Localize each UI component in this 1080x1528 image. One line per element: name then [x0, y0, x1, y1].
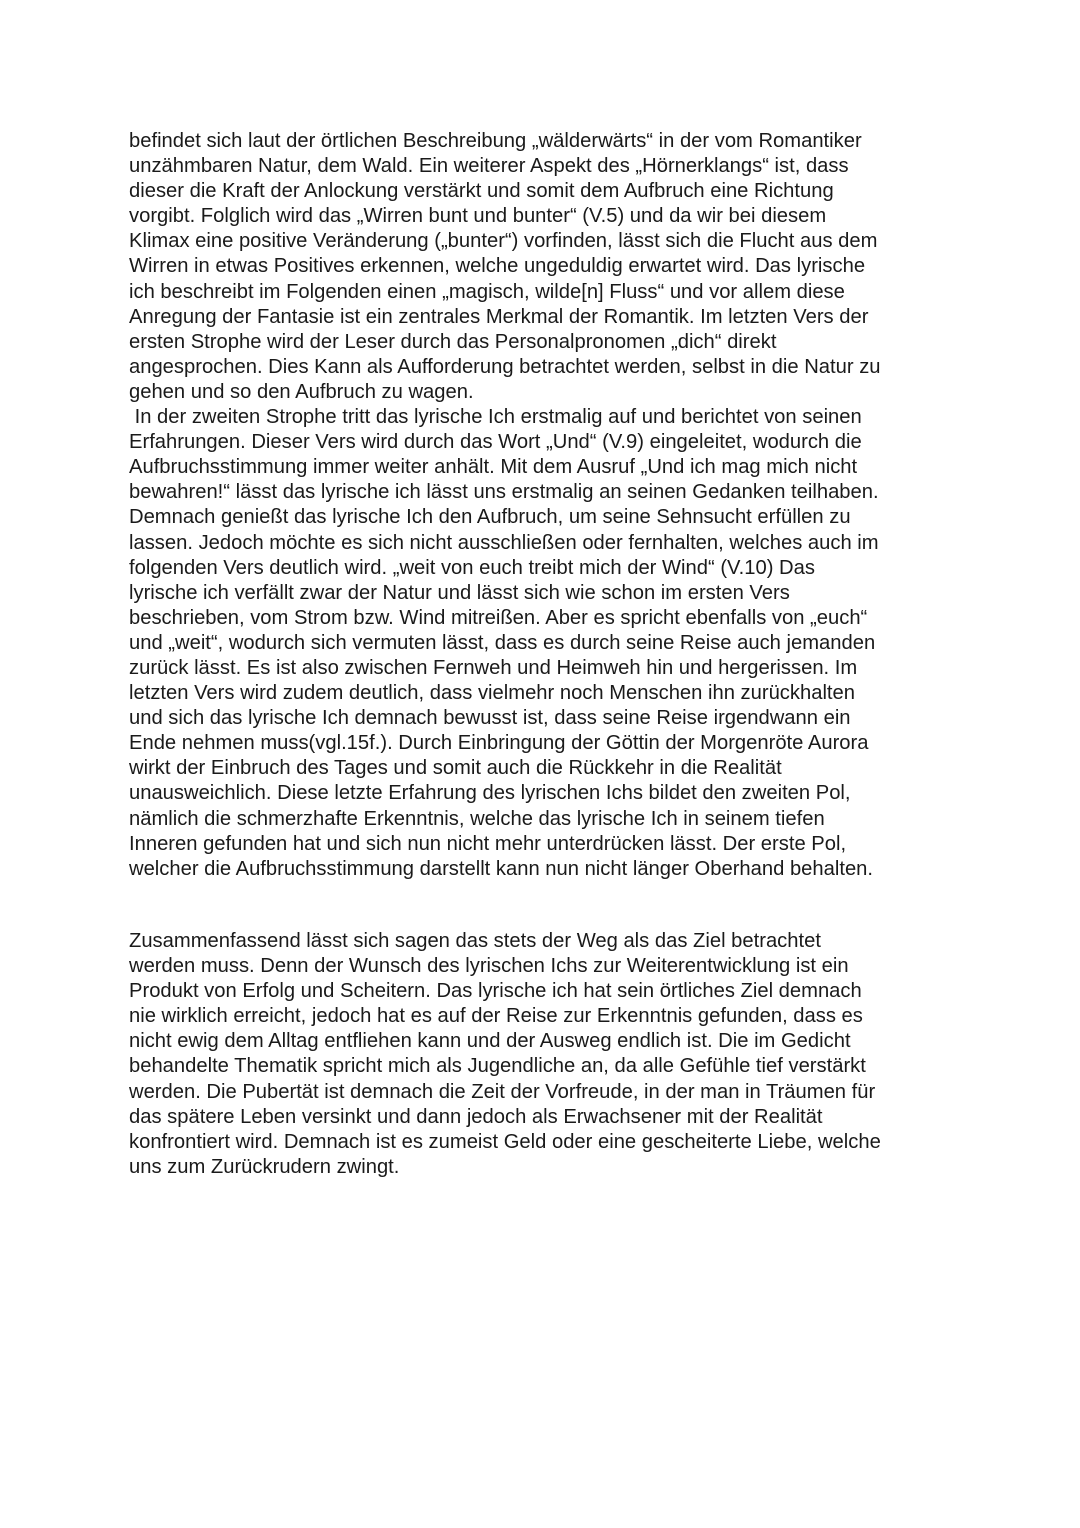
text-line: Klimax eine positive Veränderung („bunter“) vorfinden, lässt sich die Flucht aus dem: [129, 230, 878, 253]
analysis-paragraph: [129, 129, 949, 882]
text-line: Produkt von Erfolg und Scheitern. Das lyrische ich hat sein örtliches Ziel demnach: [129, 980, 862, 1003]
text-line: ersten Strophe wird der Leser durch das Personalpronomen „dich“ direkt: [129, 330, 777, 353]
text-line: nie wirklich erreicht, jedoch hat es auf der Reise zur Erkenntnis gefunden, dass es: [129, 1005, 863, 1028]
text-line: unausweichlich. Diese letzte Erfahrung des lyrischen Ichs bildet den zweiten Pol,: [129, 782, 851, 805]
text-line: behandelte Thematik spricht mich als Jugendliche an, da alle Gefühle tief verstärkt: [129, 1055, 866, 1078]
text-line: das spätere Leben versinkt und dann jedoch als Erwachsener mit der Realität: [129, 1105, 823, 1128]
text-line: und sich das lyrische Ich demnach bewusst ist, dass seine Reise irgendwann ein: [129, 707, 851, 730]
text-line: konfrontiert wird. Demnach ist es zumeist Geld oder eine gescheiterte Liebe, welche: [129, 1130, 881, 1153]
text-line: gehen und so den Aufbruch zu wagen.: [129, 380, 474, 403]
text-line: zurück lässt. Es ist also zwischen Fernweh und Heimweh hin und hergerissen. Im: [129, 656, 858, 679]
text-line: wirkt der Einbruch des Tages und somit auch die Rückkehr in die Realität: [129, 757, 782, 780]
text-line: beschrieben, vom Strom bzw. Wind mitreißen. Aber es spricht ebenfalls von „euch“: [129, 606, 868, 629]
text-line: werden. Die Pubertät ist demnach die Zeit der Vorfreude, in der man in Träumen für: [129, 1080, 876, 1103]
text-line: letzten Vers wird zudem deutlich, dass vielmehr noch Menschen ihn zurückhalten: [129, 682, 856, 705]
text-line: Erfahrungen. Dieser Vers wird durch das Wort „Und“ (V.9) eingeleitet, wodurch die: [129, 431, 862, 454]
text-line: Ende nehmen muss(vgl.15f.). Durch Einbringung der Göttin der Morgenröte Aurora: [129, 732, 869, 755]
text-line: Zusammenfassend lässt sich sagen das stets der Weg als das Ziel betrachtet: [129, 930, 821, 952]
text-line: In der zweiten Strophe tritt das lyrische Ich erstmalig auf und berichtet von seinen: [129, 406, 862, 429]
text-line: folgenden Vers deutlich wird. „weit von euch treibt mich der Wind“ (V.10) Das: [129, 556, 815, 579]
text-line: nämlich die schmerzhafte Erkenntnis, welche das lyrische Ich in seinem tiefen: [129, 807, 825, 830]
text-line: uns zum Zurückrudern zwingt.: [129, 1155, 400, 1178]
text-line: Wirren in etwas Positives erkennen, welche ungeduldig erwartet wird. Das lyrische: [129, 255, 866, 278]
text-line: unzähmbaren Natur, dem Wald. Ein weiterer Aspekt des „Hörnerklangs“ ist, dass: [129, 155, 849, 178]
text-line: bewahren!“ lässt das lyrische ich lässt uns erstmalig an seinen Gedanken teilhaben.: [129, 481, 879, 504]
text-line: befindet sich laut der örtlichen Beschreibung „wälderwärts“ in der vom Romantiker: [129, 130, 862, 152]
text-line: ich beschreibt im Folgenden einen „magisch, wilde[n] Fluss“ und vor allem diese: [129, 280, 845, 303]
text-line: Aufbruchsstimmung immer weiter anhält. Mit dem Ausruf „Und ich mag mich nicht: [129, 456, 858, 479]
text-line: Inneren gefunden hat und sich nun nicht mehr unterdrücken lässt. Der erste Pol,: [129, 832, 847, 855]
conclusion-paragraph: [129, 929, 949, 1180]
text-line: lassen. Jedoch möchte es sich nicht ausschließen oder fernhalten, welches auch im: [129, 531, 879, 554]
text-line: lyrische ich verfällt zwar der Natur und lässt sich wie schon im ersten Vers: [129, 581, 790, 604]
text-line: Demnach genießt das lyrische Ich den Aufbruch, um seine Sehnsucht erfüllen zu: [129, 506, 851, 529]
text-line: werden muss. Denn der Wunsch des lyrischen Ichs zur Weiterentwicklung ist ein: [129, 955, 849, 978]
text-line: Anregung der Fantasie ist ein zentrales Merkmal der Romantik. Im letzten Vers der: [129, 305, 869, 328]
text-line: angesprochen. Dies Kann als Aufforderung betrachtet werden, selbst in die Natur zu: [129, 355, 881, 378]
text-line: welcher die Aufbruchsstimmung darstellt kann nun nicht länger Oberhand behalten.: [129, 857, 874, 880]
text-line: dieser die Kraft der Anlockung verstärkt und somit dem Aufbruch eine Richtung: [129, 180, 834, 203]
text-line: vorgibt. Folglich wird das „Wirren bunt und bunter“ (V.5) und da wir bei diesem: [129, 205, 827, 228]
text-line: und „weit“, wodurch sich vermuten lässt, dass es durch seine Reise auch jemanden: [129, 631, 876, 654]
text-line: nicht ewig dem Alltag entfliehen kann und der Ausweg endlich ist. Die im Gedicht: [129, 1030, 851, 1053]
